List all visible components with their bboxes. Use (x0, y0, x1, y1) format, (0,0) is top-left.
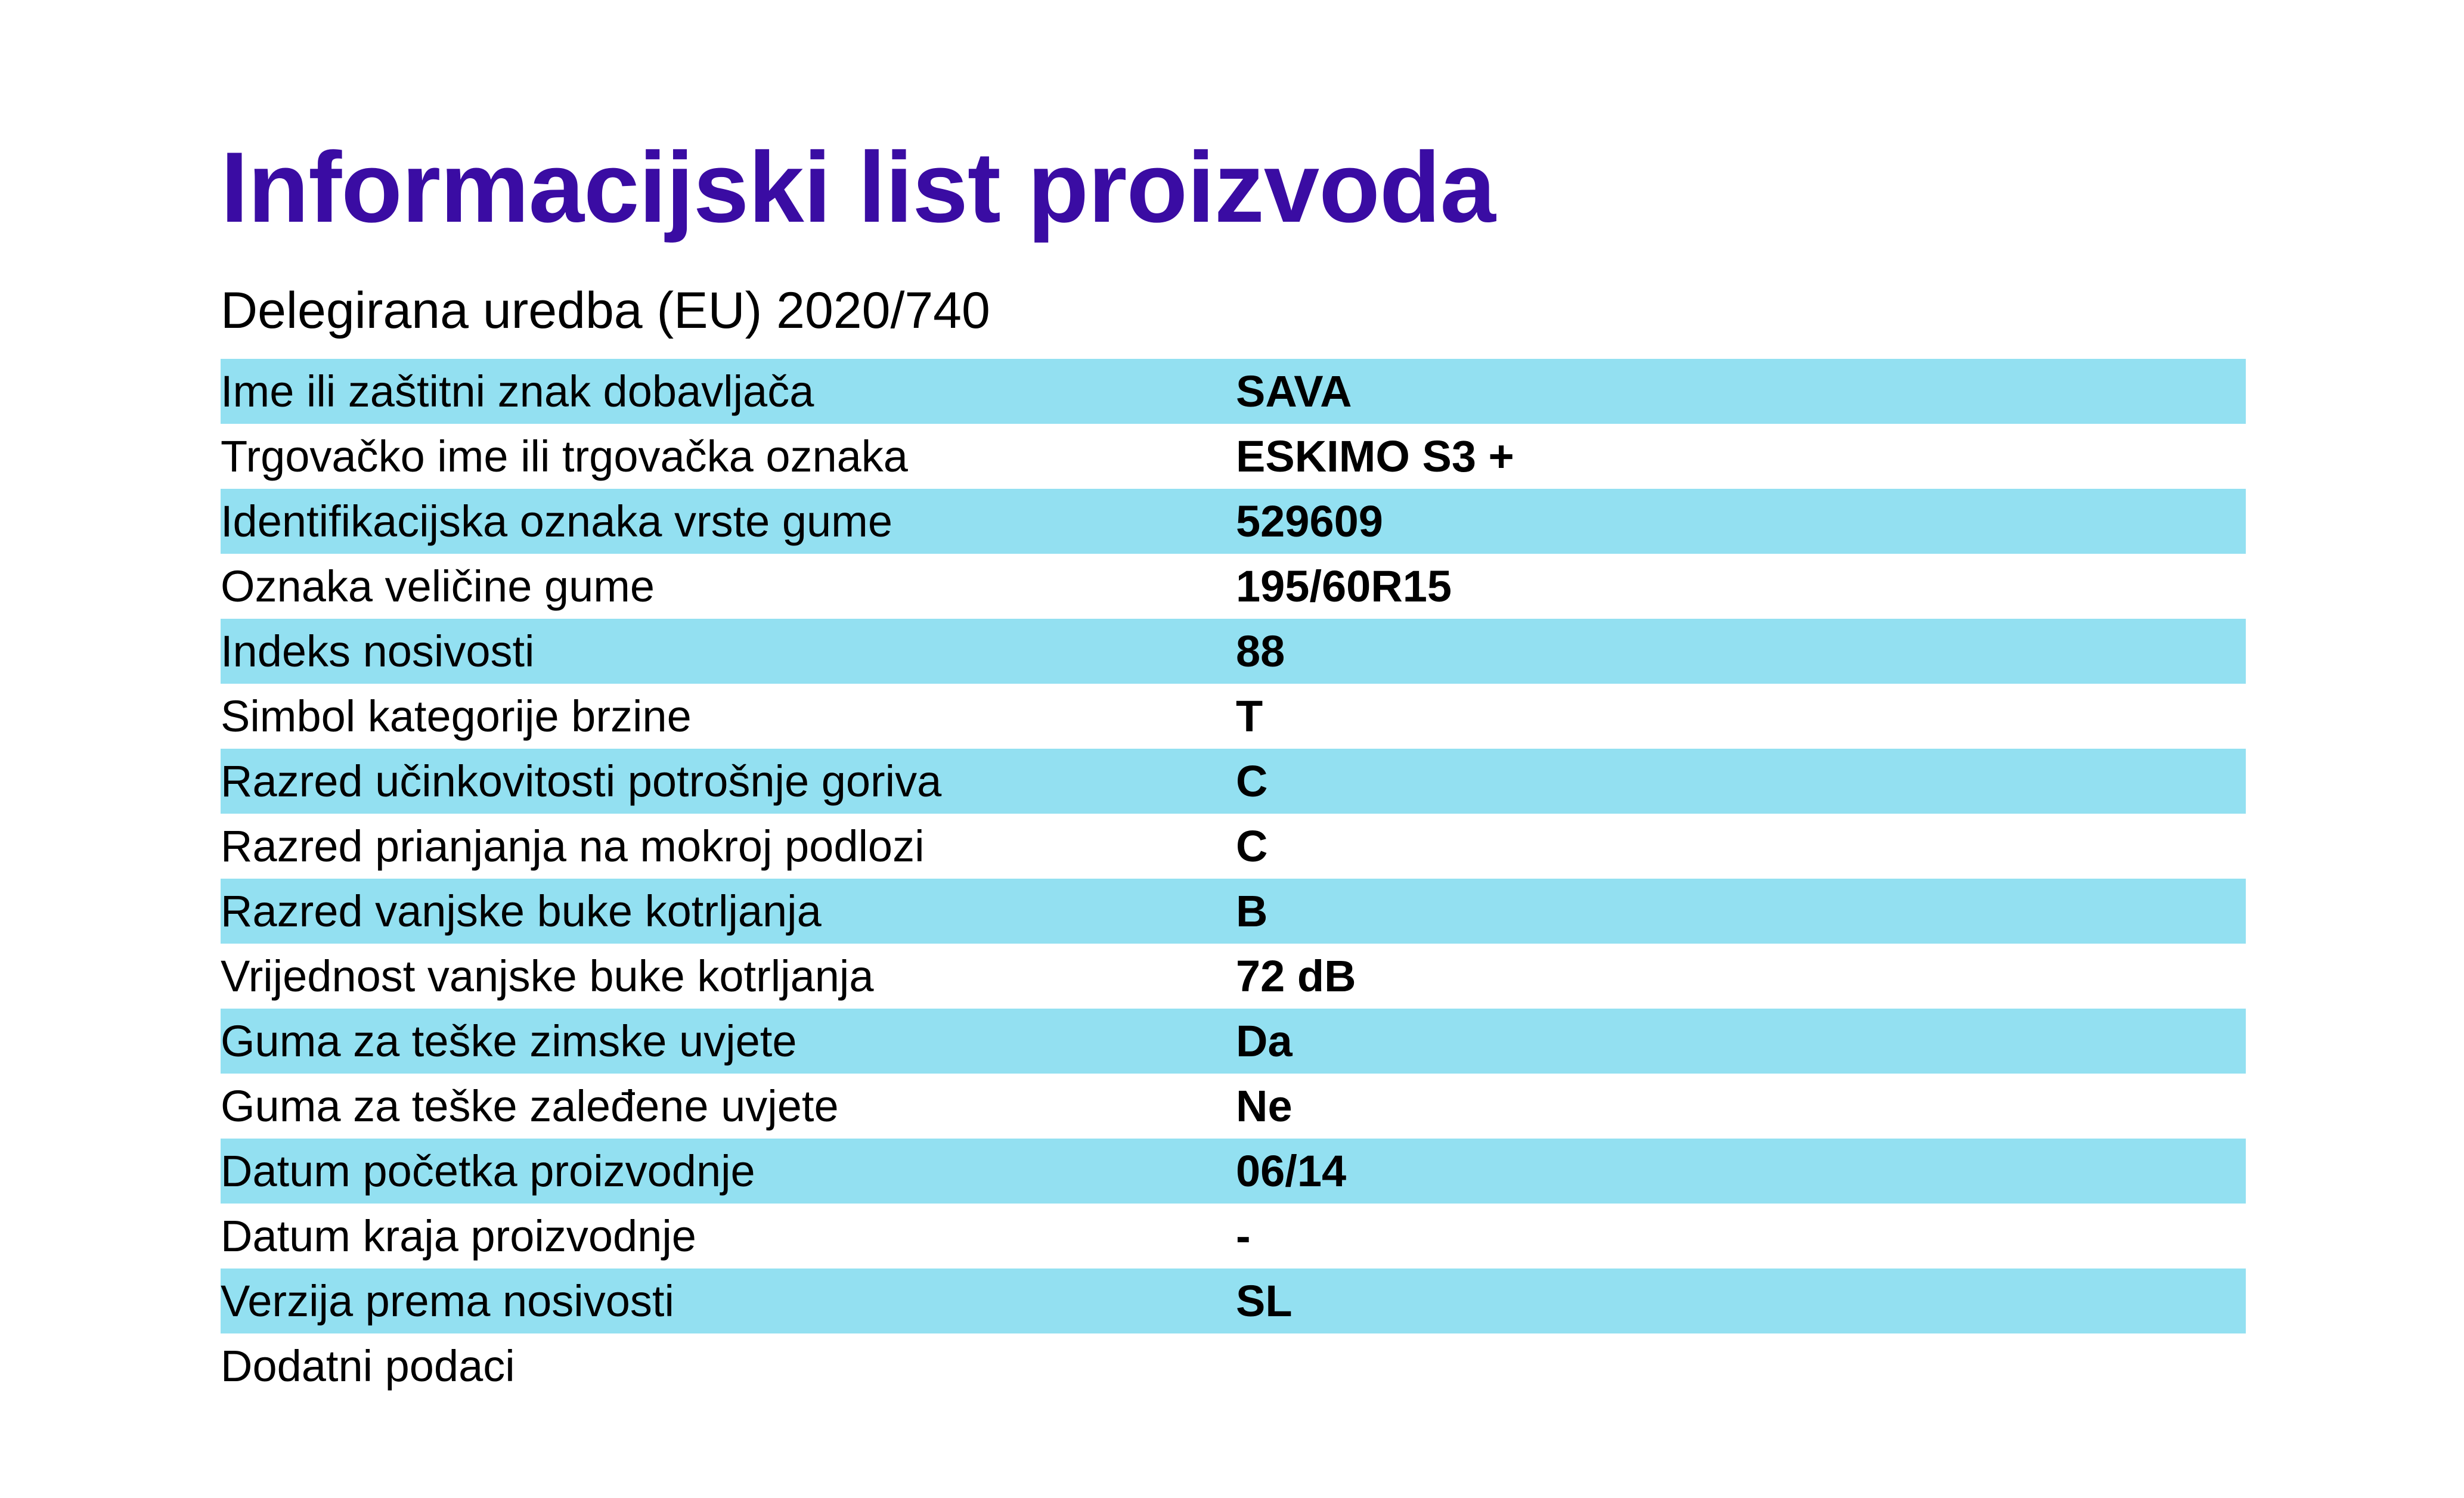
table-row (221, 359, 2246, 424)
table-row (221, 1204, 2246, 1269)
row-value: - (1236, 1211, 1251, 1261)
table-row (221, 1009, 2246, 1074)
row-value: Da (1236, 1016, 1293, 1066)
row-label: Identifikacijska oznaka vrste gume (221, 496, 892, 546)
row-label: Razred učinkovitosti potrošnje goriva (221, 756, 942, 806)
row-label: Vrijednost vanjske buke kotrljanja (221, 951, 874, 1001)
table-row (221, 1333, 2246, 1398)
page-title: Informacijski list proizvoda (221, 131, 1495, 243)
table-row (221, 1074, 2246, 1139)
row-label: Trgovačko ime ili trgovačka oznaka (221, 431, 908, 481)
row-value: B (1236, 886, 1268, 936)
row-value: SL (1236, 1276, 1293, 1326)
row-value: 72 dB (1236, 951, 1356, 1001)
row-value: ESKIMO S3 + (1236, 431, 1514, 481)
table-row (221, 749, 2246, 814)
row-value: 529609 (1236, 496, 1383, 546)
row-label: Oznaka veličine gume (221, 561, 655, 611)
row-value: C (1236, 756, 1268, 806)
row-value: C (1236, 821, 1268, 871)
row-value: 195/60R15 (1236, 561, 1452, 611)
table-row (221, 944, 2246, 1009)
row-label: Datum kraja proizvodnje (221, 1211, 696, 1261)
table-row (221, 554, 2246, 619)
row-label: Razred prianjanja na mokroj podlozi (221, 821, 925, 871)
row-label: Guma za teške zaleđene uvjete (221, 1081, 839, 1131)
row-label: Dodatni podaci (221, 1341, 515, 1391)
table-row (221, 879, 2246, 944)
row-value: Ne (1236, 1081, 1293, 1131)
row-label: Simbol kategorije brzine (221, 691, 692, 741)
table-row (221, 424, 2246, 489)
row-value: SAVA (1236, 366, 1352, 416)
table-row (221, 814, 2246, 879)
table-row (221, 1139, 2246, 1204)
row-value: 88 (1236, 626, 1285, 676)
row-label: Guma za teške zimske uvjete (221, 1016, 797, 1066)
table-row (221, 489, 2246, 554)
row-label: Razred vanjske buke kotrljanja (221, 886, 822, 936)
row-value: 06/14 (1236, 1146, 1347, 1196)
product-info-table (221, 359, 2246, 1398)
row-label: Datum početka proizvodnje (221, 1146, 755, 1196)
row-label: Ime ili zaštitni znak dobavljača (221, 366, 814, 416)
table-row (221, 619, 2246, 684)
row-value: T (1236, 691, 1263, 741)
row-label: Indeks nosivosti (221, 626, 535, 676)
table-row (221, 684, 2246, 749)
row-label: Verzija prema nosivosti (221, 1276, 674, 1326)
table-row (221, 1269, 2246, 1333)
page-subtitle: Delegirana uredba (EU) 2020/740 (221, 282, 990, 339)
